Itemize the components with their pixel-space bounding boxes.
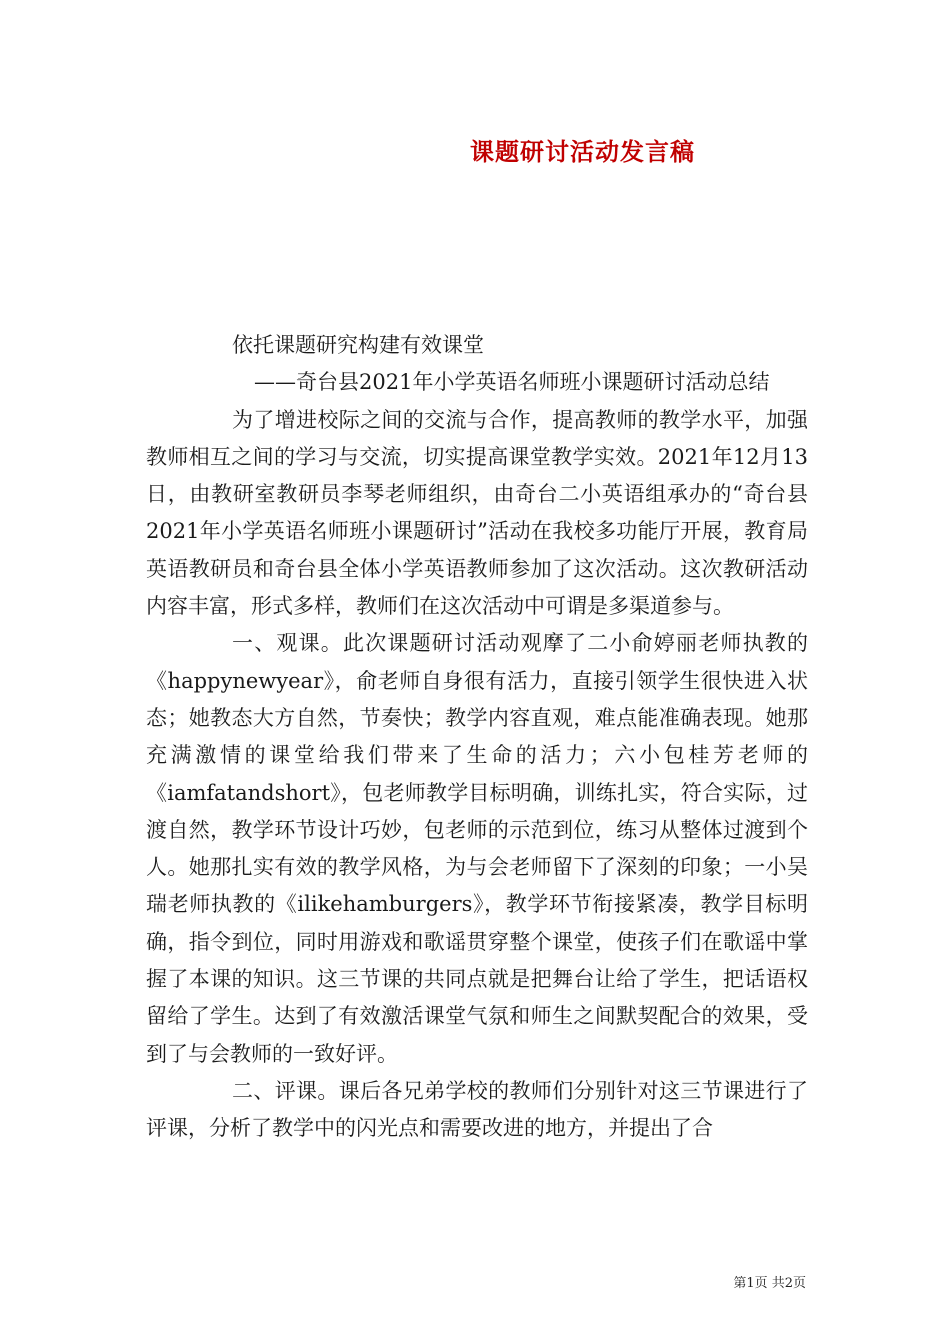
page-number: 第1页 共2页 — [733, 1276, 806, 1291]
paragraph-observation: 一、观课。此次课题研讨活动观摩了二小俞婷丽老师执教的《happynewyear》，俞老师自身很有活力，直接引领学生很快进入状态；她教态大方自然，节奏快；教学内容直观，难点能准确表现。她那充满激情的课堂给我们带来了生命的活力；六小包桂芳老师的《iamfatandshort》，包老师教学目标明确，训练扎实，符合实际，过渡自然，教学环节设计巧妙，包老师的示范到位，练习从整体过渡到个人。她那扎实有效的教学风格，为与会老师留下了深刻的印象；一小吴瑞老师执教的《ilikehamburgers》，教学环节衔接紧凑，教学目标明确，指令到位，同时用游戏和歌谣贯穿整个课堂，使孩子们在歌谣中掌握了本课的知识。这三节课的共同点就是把舞台让给了学生，把话语权留给了学生。达到了有效激活课堂气氛和师生之间默契配合的效果，受到了与会教师的一致好评。 — [146, 631, 808, 1066]
document-title: 课题研讨活动发言稿 — [470, 137, 695, 166]
paragraph-intro: 为了增进校际之间的交流与合作，提高教师的教学水平，加强教师相互之间的学习与交流，切实提高课堂教学实效。2021年12月13日，由教研室教研员李琴老师组织，由奇台二小英语组承办的“奇台县2021年小学英语名师班小课题研讨”活动在我校多功能厅开展，教育局英语教研员和奇台县全体小学英语教师参加了这次活动。这次教研活动内容丰富，形式多样，教师们在这次活动中可谓是多渠道参与。 — [146, 407, 808, 619]
document-body — [146, 327, 808, 1148]
subtitle-secondary: ——奇台县2021年小学英语名师班小课题研讨活动总结 — [254, 370, 770, 395]
subtitle-main: 依托课题研究构建有效课堂 — [232, 333, 484, 357]
paragraph-evaluation: 二、评课。课后各兄弟学校的教师们分别针对这三节课进行了评课，分析了教学中的闪光点和需要改进的地方，并提出了合 — [146, 1078, 808, 1141]
